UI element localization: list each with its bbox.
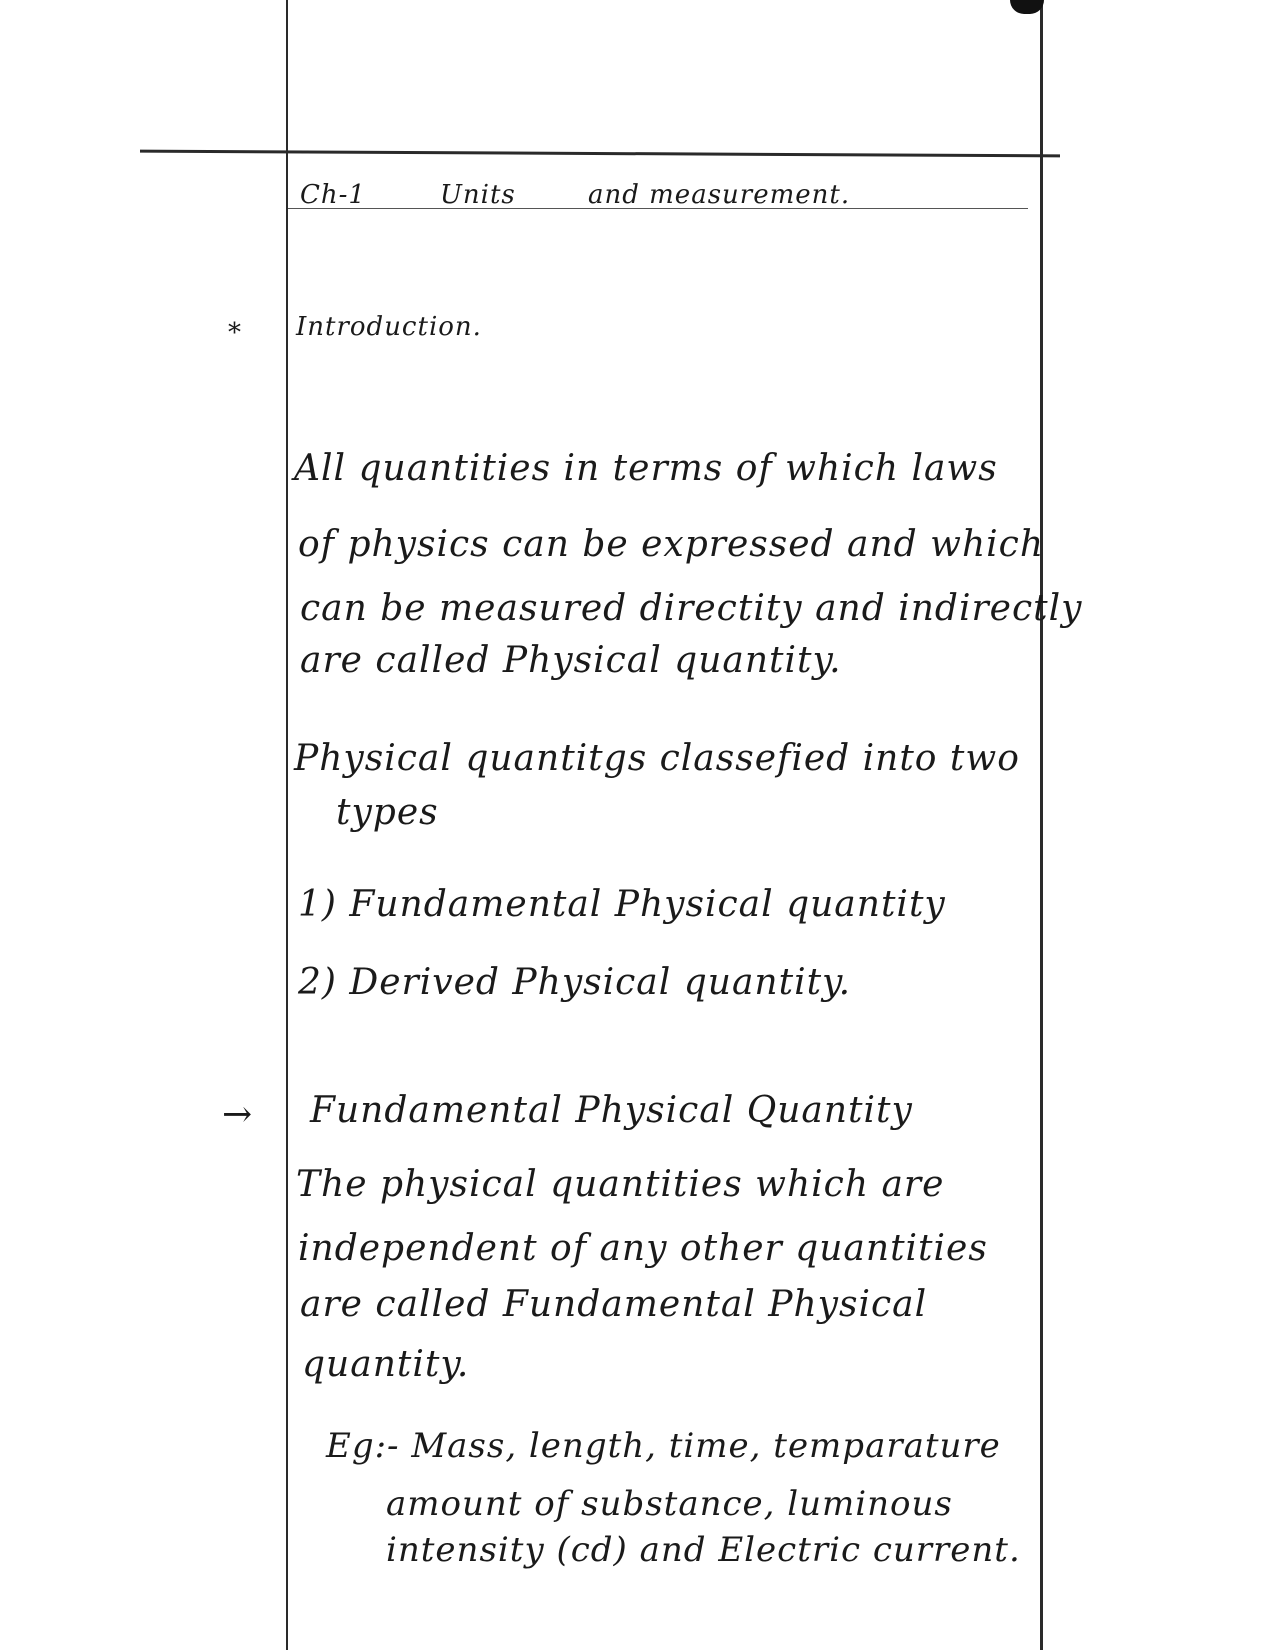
fundamental-line: quantity. (302, 1344, 470, 1385)
fundamental-line: independent of any other quantities (298, 1228, 988, 1269)
left-margin-line (286, 0, 288, 1650)
introduction-title: Introduction. (296, 312, 482, 342)
list-item: 2) Derived Physical quantity. (298, 962, 852, 1003)
classification-line: types (336, 792, 439, 833)
top-corner-mark (1010, 0, 1044, 14)
bullet-star: * (228, 318, 242, 348)
example-line: Eg:- Mass, length, time, temparature (326, 1426, 1001, 1466)
chapter-title-rest: and measurement. (588, 180, 851, 210)
list-item: 1) Fundamental Physical quantity (298, 884, 946, 925)
fundamental-heading: Fundamental Physical Quantity (310, 1090, 913, 1131)
definition-line: can be measured directity and indirectly (300, 588, 1083, 629)
right-margin-line (1040, 0, 1043, 1650)
fundamental-line: are called Fundamental Physical (300, 1284, 928, 1325)
fundamental-line: The physical quantities which are (296, 1164, 945, 1205)
chapter-label: Ch-1 (300, 180, 366, 210)
definition-line: are called Physical quantity. (300, 640, 842, 681)
chapter-title-units: Units (440, 180, 516, 210)
arrow-icon: → (222, 1094, 254, 1135)
definition-line: All quantities in terms of which laws (294, 448, 998, 489)
example-line: amount of substance, luminous (386, 1484, 953, 1524)
definition-line: of physics can be expressed and which (298, 524, 1045, 565)
example-line: intensity (cd) and Electric current. (386, 1530, 1021, 1570)
classification-line: Physical quantitgs classefied into two (294, 738, 1020, 779)
top-border-line (140, 150, 1060, 158)
